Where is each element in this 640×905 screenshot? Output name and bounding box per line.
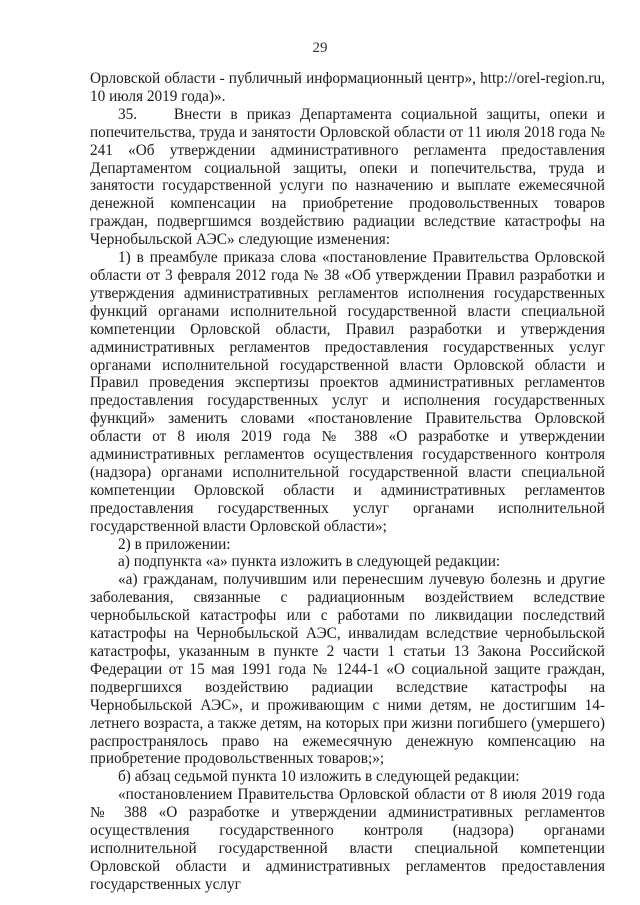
paragraph-subitem-1: 1) в преамбуле приказа слова «постановление Правительства Орловской области от 3 февраля 2012 года № 38 «Об утверждении Правил разработки и утверждения административных регламентов исполнения государственных функций органами исполнительной государственной власти специальной компетенции Орловской области, Правил разработки и утверждения административных регламентов предоставления государственных услуг органами исполнительной государственной власти Орловской области и Правил проведения экспертизы проектов административных регламентов предоставления государственных услуг и исполнения государственных функций» заменить словами «постановление Правительства Орловской области от 8 июля 2019 года № 388 «О разработке и утверждении административных регламентов осуществления государственного контроля (надзора) органами исполнительной государственной власти специальной компетенции Орловской области и административных регламентов предоставления государственных услуг органами исполнительной государственной власти Орловской области»; <box>90 249 605 535</box>
paragraph-subitem-2: 2) в приложении: <box>118 535 231 553</box>
paragraph-item-35: 35. Внести в приказ Департамента социальной защиты, опеки и попечительства, труда и занятости Орловской области от 11 июля 2018 года № 241 «Об утверждении административного регламента предоставления Департаментом социальной защиты, опеки и попечительства, труда и занятости государственной услуги по назначению и выплате ежемесячной денежной компенсации на приобретение продовольственных товаров граждан, подвергшимся воздействию радиации вследствие катастрофы на Чернобыльской АЭС» следующие изменения: <box>90 105 605 249</box>
paragraph-quote-b: «постановлением Правительства Орловской области от 8 июля 2019 года № 388 «О разработке и утверждении административных регламентов осуществления государственного контроля (надзора) органами исполнительной государственной власти специальной компетенции Орловской области и административных регламентов предоставления государственных услуг <box>90 786 605 893</box>
page-number: 29 <box>312 40 328 56</box>
paragraph-subitem-a: а) подпункта «а» пункта изложить в следующей редакции: <box>118 553 501 571</box>
document-body <box>90 70 605 894</box>
paragraph-subitem-b: б) абзац седьмой пункта 10 изложить в следующей редакции: <box>118 768 520 786</box>
paragraph-continuation: Орловской области - публичный информационный центр», http://orel-region.ru, 10 июля 2019 года)». <box>90 70 605 105</box>
paragraph-quote-a: «а) гражданам, получившим или перенесшим лучевую болезнь и другие заболевания, связанные с радиационным воздействием вследствие чернобыльской катастрофы или с работами по ликвидации последствий катастрофы на Чернобыльской АЭС, инвалидам вследствие чернобыльской катастрофы, указанным в пункте 2 части 1 статьи 13 Закона Российской Федерации от 15 мая 1991 года № 1244-1 «О социальной защите граждан, подвергшихся воздействию радиации вследствие катастрофы на Чернобыльской АЭС», и проживающим с ними детям, не достигшим 14-летнего возраста, а также детям, на которых при жизни погибшего (умершего) распространялось право на ежемесячную денежную компенсацию на приобретение продовольственных товаров;»; <box>90 571 605 768</box>
